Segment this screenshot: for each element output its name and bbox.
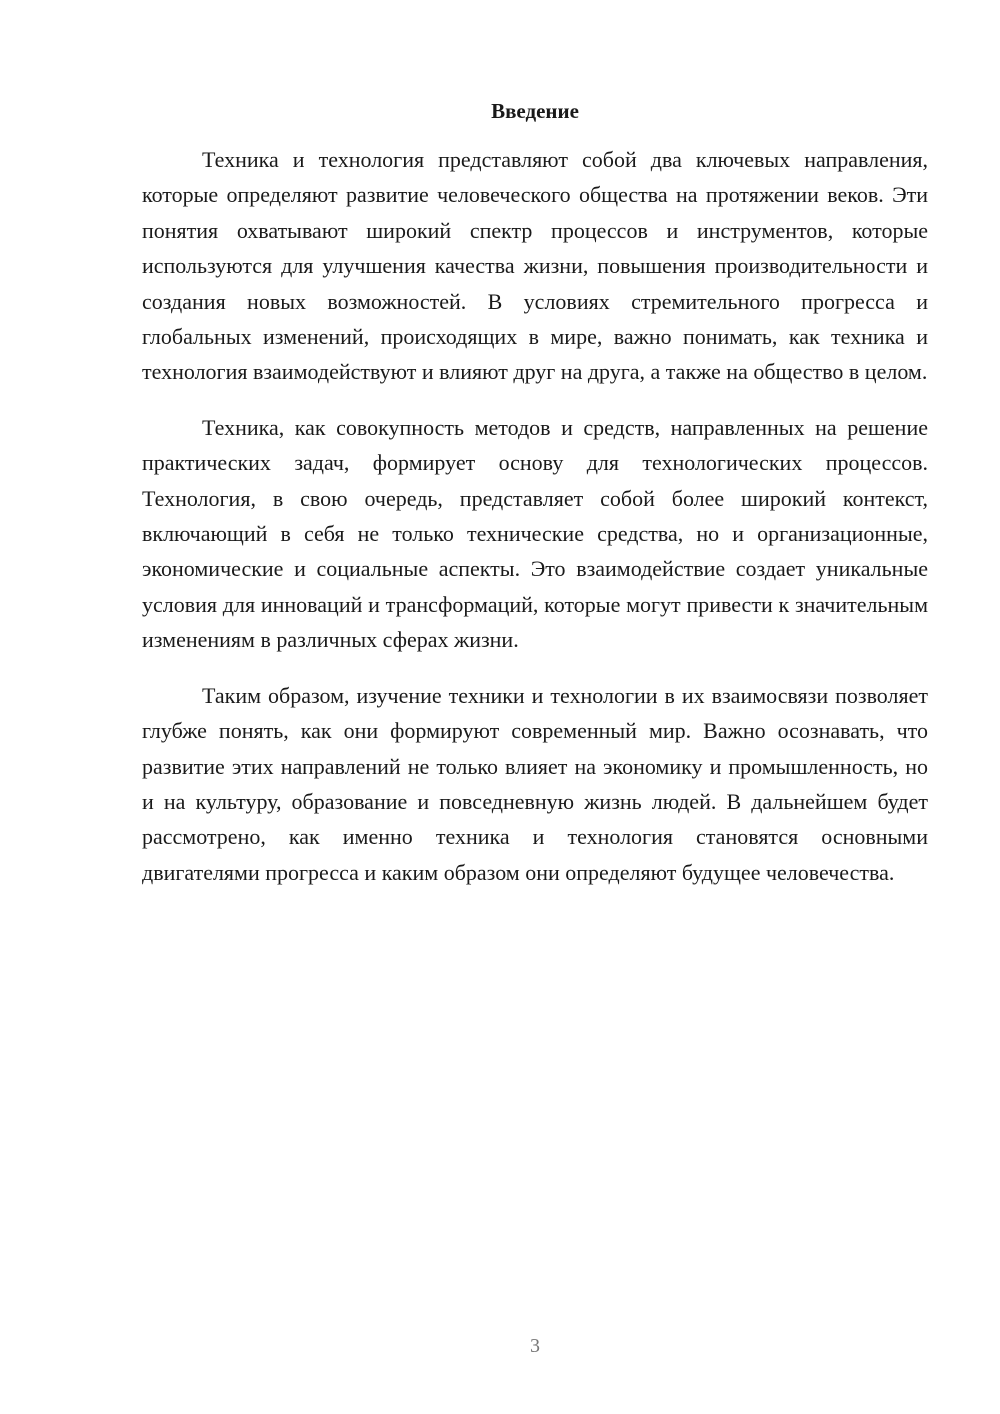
paragraph-2: Техника, как совокупность методов и средств, направленных на решение практических задач, формирует основу для технологических процессов. Технология, в свою очередь, представляет собой более широкий контекст, включающий в себя не только технические средства, но и организационные, экономические и социальные аспекты. Это взаимодействие создает уникальные условия для инноваций и трансформаций, которые могут привести к значительным изменениям в различных сферах жизни. (142, 414, 928, 653)
paragraph-3: Таким образом, изучение техники и технологии в их взаимосвязи позволяет глубже понять, как они формируют современный мир. Важно осознавать, что развитие этих направлений не только влияет на экономику и промышленность, но и на культуру, образование и повседневную жизнь людей. В дальнейшем будет рассмотрено, как именно техника и технология становятся основными двигателями прогресса и каким образом они определяют будущее человечества. (142, 682, 928, 885)
section-heading: Введение (491, 99, 579, 123)
body-text (142, 142, 928, 910)
page-number: 3 (530, 1335, 540, 1357)
paragraph-1: Техника и технология представляют собой два ключевых направления, которые определяют развитие человеческого общества на протяжении веков. Эти понятия охватывают широкий спектр процессов и инструментов, которые используются для улучшения качества жизни, повышения производительности и создания новых возможностей. В условиях стремительного прогресса и глобальных изменений, происходящих в мире, важно понимать, как техника и технология взаимодействуют и влияют друг на друга, а также на общество в целом. (142, 147, 928, 385)
